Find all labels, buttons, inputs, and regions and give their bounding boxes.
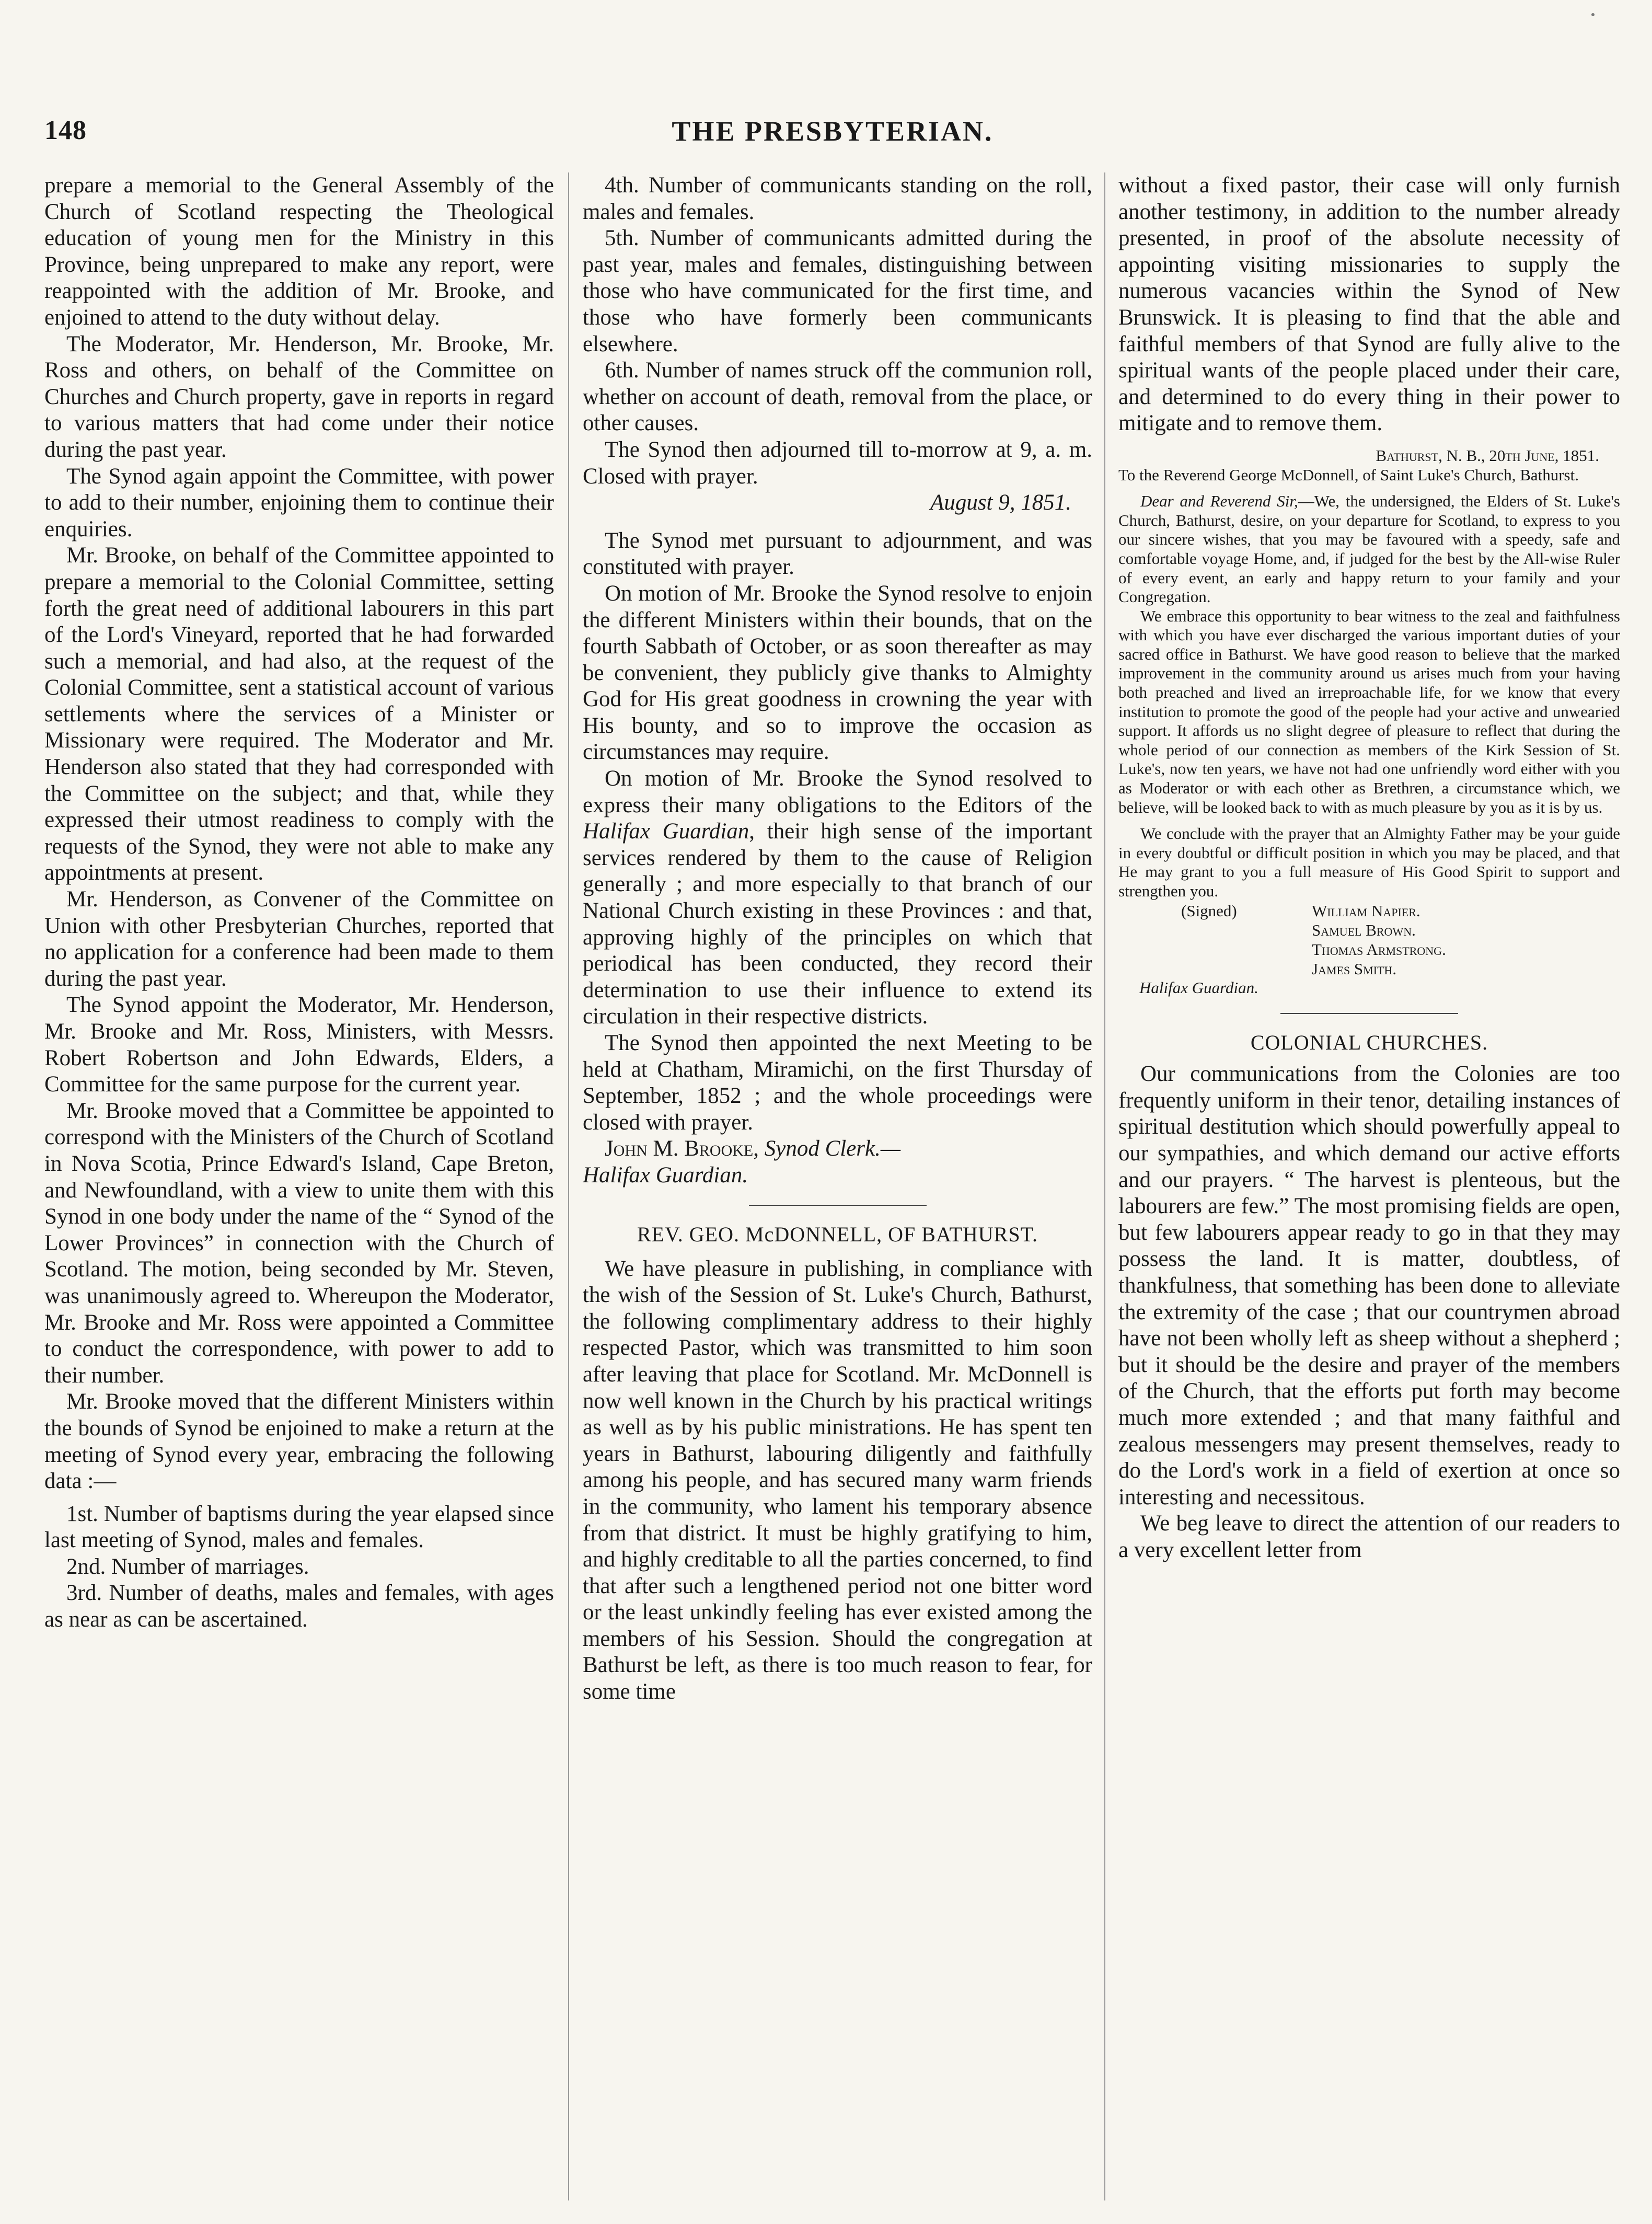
column-rule-right [1104, 172, 1105, 2200]
signatory: Samuel Brown. [1312, 920, 1416, 939]
letter-salutation: Dear and Reverend Sir, [1140, 492, 1298, 511]
paragraph: Mr. Brooke moved that the different Ministers within the bounds of Synod be enjoined to make a return at the meeting of Synod every year, embracing the following data :— [44, 1389, 554, 1494]
signature-block [1118, 901, 1620, 978]
letter [1118, 446, 1620, 997]
list-item: 4th. Number of communicants standing on the roll, males and females. [583, 173, 1092, 224]
paragraph: Mr. Henderson, as Convener of the Committee on Union with other Presbyterian Churches, reported that no application for a conference had been made to them during the past year. [44, 887, 554, 991]
source-credit: Halifax Guardian. [1139, 978, 1258, 997]
page-header [44, 115, 1621, 162]
text-run: , their high sense of the important services rendered by them to the cause of Religion generally ; and more especially to that branch of our National Church existing in these Provinces : and that, approving highly of the principles on which that periodical has been conducted, they record their determination to use their influence to extend its circulation in their respective districts. [583, 819, 1092, 1029]
list-item: 5th. Number of communicants admitted during the past year, males and females, distinguishing between those who have communicated for the first time, and those who have formerly been communicants elsewhere. [583, 226, 1092, 356]
column-3 [1118, 172, 1620, 2200]
clerk-name: John M. Brooke, [605, 1136, 759, 1161]
paragraph: The Synod appoint the Moderator, Mr. Henderson, Mr. Brooke and Mr. Ross, Ministers, with Messrs. Robert Robertson and John Edwards, Elders, a Committee for the same purpose for the current year. [44, 993, 554, 1097]
column-2 [583, 172, 1092, 2200]
article-title: REV. GEO. McDONNELL, OF BATHURST. [637, 1222, 1038, 1246]
paragraph: We have pleasure in publishing, in compliance with the wish of the Session of St. Luke's Church, Bathurst, the following complimentary address to their highly respected Pastor, which was transmitted to him soon after leaving that place for Scotland. Mr. McDonnell is now well known in the Church by his practical writings as well as by his public ministrations. He has spent ten years in Bathurst, labouring diligently and faithfully among his people, and has secured many warm friends in the community, who lament his temporary absence from that district. It must be highly gratifying to him, and highly creditable to all the parties concerned, to find that after such a lengthened period not one bitter word or the least unkindly feeling has ever existed among the members of his Session. Should the congregation at Bathurst be left, as there is too much reason to fear, for some time [583, 1256, 1092, 1704]
list-item: 1st. Number of baptisms during the year elapsed since last meeting of Synod, males and females. [44, 1501, 554, 1553]
paragraph: We beg leave to direct the attention of our readers to a very excellent letter from [1118, 1511, 1620, 1562]
print-speck [1591, 13, 1595, 16]
section-divider [749, 1205, 927, 1206]
paragraph: The Moderator, Mr. Henderson, Mr. Brooke, Mr. Ross and others, on behalf of the Committee on Churches and Church property, gave in reports in regard to various matters that had come under their notice during the past year. [44, 331, 554, 462]
paragraph: prepare a memorial to the General Assembly of the Church of Scotland respecting the Theological education of young men for the Ministry in this Province, being unprepared to make any report, were reappointed with the addition of Mr. Brooke, and enjoined to attend to the duty without delay. [44, 173, 554, 330]
section-title: COLONIAL CHURCHES. [1250, 1031, 1488, 1055]
paragraph [583, 766, 1092, 1030]
paragraph: Mr. Brooke moved that a Committee be appointed to correspond with the Ministers of the Church of Scotland in Nova Scotia, Prince Edward's Island, Cape Breton, and Newfoundland, with a view to unite them with this Synod in one body under the name of the “ Synod of the Lower Provinces” in connection with the Church of Scotland. The motion, being seconded by Mr. Steven, was unanimously agreed to. Whereupon the Moderator, Mr. Brooke and Mr. Ross were appointed a Committee to conduct the correspondence, with power to add to their number. [44, 1098, 554, 1388]
paragraph: The Synod again appoint the Committee, with power to add to their number, enjoining them to continue their enquiries. [44, 464, 554, 541]
clerk-role: Synod Clerk.— [764, 1136, 901, 1161]
signatory: William Napier. [1312, 901, 1420, 920]
running-title: THE PRESBYTERIAN. [672, 116, 993, 147]
paragraph: The Synod met pursuant to adjournment, and was constituted with prayer. [583, 528, 1092, 580]
list-item: 6th. Number of names struck off the communion roll, whether on account of death, removal from the place, or other causes. [583, 358, 1092, 436]
signatory: James Smith. [1312, 959, 1397, 978]
column-rule-left [568, 172, 569, 2200]
text-run: —We, the undersigned, the Elders of St. Luke's Church, Bathurst, desire, on your departure for Scotland, to express to you our sincere wishes, that you may be favoured with a speedy, safe and comfortable voyage Home, and, if judged for the best by the All-wise Ruler of every event, an early and happy return to your family and your Congregation. [1118, 492, 1620, 606]
text-run: On motion of Mr. Brooke the Synod resolved to express their many obligations to the Editors of the [583, 766, 1092, 817]
signatory: Thomas Armstrong. [1312, 940, 1446, 959]
signed-label: (Signed) [1181, 901, 1237, 920]
paragraph: Mr. Brooke, on behalf of the Committee appointed to prepare a memorial to the Colonial Committee, setting forth the great need of additional labourers in this part of the Lord's Vineyard, reported that he had forwarded such a memorial, and had also, at the request of the Colonial Committee, sent a statistical account of various settlements where the services of a Minister or Missionary were required. The Moderator and Mr. Henderson also stated that they had corresponded with the Committee on the subject; and that, while they expressed their utmost readiness to comply with the requests of the Synod, they were not able to make any appointments at present. [44, 543, 554, 885]
section-divider [1280, 1013, 1458, 1014]
letter-paragraph: We embrace this opportunity to bear witness to the zeal and faithfulness with which you have ever discharged the various important duties of your sacred office in Bathurst. We have good reason to believe that the marked improvement in the community around us arises much from your having both preached and lived an irreproachable life, for we know that every institution to promote the good of the people had your active and unwearied support. It affords us no slight degree of pleasure to reflect that during the whole period of our connection as members of the Kirk Session of St. Luke's, now ten years, we have not had one unfriendly word either with you as Moderator or with each other as Brethren, a circumstance which, we believe, will be looked back to with as much pleasure by you as it is by us. [1118, 606, 1620, 816]
column-1 [44, 172, 554, 2200]
letter-paragraph: We conclude with the prayer that an Almighty Father may be your guide in every doubtful or difficult position in which you may be placed, and that He may grant to you a full measure of His Good Spirit to support and strengthen you. [1118, 824, 1620, 900]
text-run-italic: Halifax Guardian [583, 819, 749, 844]
list-item: 3rd. Number of deaths, males and females, with ages as near as can be ascertained. [44, 1581, 554, 1632]
letter-addressee: To the Reverend George McDonnell, of Saint Luke's Church, Bathurst. [1118, 465, 1579, 484]
paragraph: Our communications from the Colonies are too frequently uniform in their tenor, detailing instances of spiritual destitution which should powerfully appeal to our sympathies, and which demand our active efforts and our prayers. “ The harvest is plenteous, but the labourers are few.” The most promising fields are open, but few labourers appear ready to go in that they may possess the land. It is matter, doubtless, of thankfulness, that something has been done to alleviate the extremity of the case ; that our countrymen abroad have not been wholly left as sheep without a shepherd ; but it should be the desire and prayer of the members of the Church, that the efforts put forth may become much more extended ; and that many faithful and zealous messengers may present themselves, ready to do the Lord's work in a field of exertion at once so interesting and necessitous. [1118, 1062, 1620, 1509]
paragraph: without a fixed pastor, their case will only furnish another testimony, in addition to the number already presented, in proof of the absolute necessity of appointing visiting missionaries to supply the numerous vacancies within the Synod of New Brunswick. It is pleasing to find that the able and faithful members of that Synod are fully alive to the spiritual wants of the people placed under their care, and determined to do every thing in their power to mitigate and to remove them. [1118, 173, 1620, 436]
source-credit: Halifax Guardian. [583, 1162, 748, 1188]
page-number: 148 [44, 116, 87, 145]
date-line: August 9, 1851. [930, 490, 1071, 515]
letter-paragraph [1118, 492, 1620, 607]
clerk-signature [583, 1136, 1092, 1162]
paragraph: The Synod then adjourned till to-morrow at 9, a. m. Closed with prayer. [583, 437, 1092, 489]
paragraph: The Synod then appointed the next Meeting to be held at Chatham, Miramichi, on the first Thursday of September, 1852 ; and the whole proceedings were closed with prayer. [583, 1031, 1092, 1135]
list-item: 2nd. Number of marriages. [66, 1554, 309, 1579]
paragraph: On motion of Mr. Brooke the Synod resolve to enjoin the different Ministers within their bounds, that on the fourth Sabbath of October, or as soon thereafter as may be convenient, they publicly give thanks to Almighty God for His great goodness in crowning the year with His bounty, and so to improve the occasion as circumstances may require. [583, 581, 1092, 765]
letter-dateline: Bathurst, N. B., 20th June, 1851. [1376, 446, 1599, 465]
